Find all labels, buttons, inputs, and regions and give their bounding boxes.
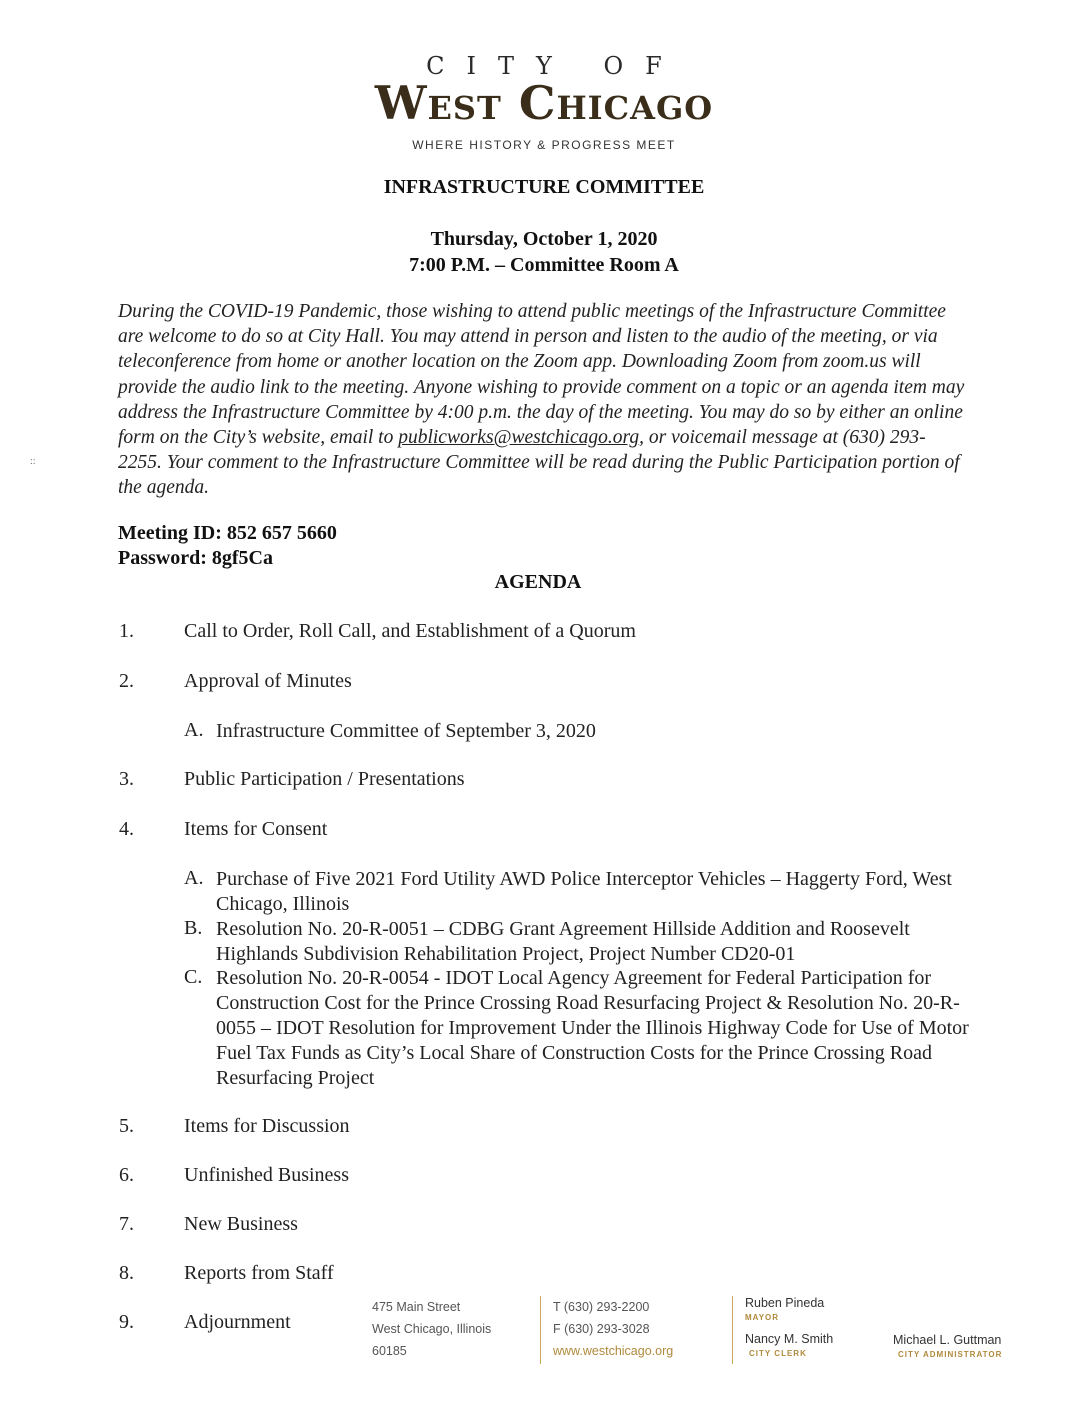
agenda-item-label: Items for Discussion — [184, 1115, 350, 1137]
sub-item-letter: A. — [184, 867, 204, 889]
mayor-name: Ruben Pineda — [745, 1296, 825, 1310]
meeting-date: Thursday, October 1, 2020 — [430, 228, 658, 250]
footer-zip: 60185 — [372, 1344, 407, 1358]
agenda-item-label: Unfinished Business — [184, 1164, 349, 1186]
footer-phone: T (630) 293-2200 — [553, 1300, 650, 1314]
email-link[interactable]: publicworks@westchicago.org — [398, 427, 640, 449]
agenda-item-number: 7. — [119, 1213, 134, 1235]
sub-item-text: Infrastructure Committee of September 3, 2020 — [216, 720, 596, 742]
agenda-item-number: 4. — [119, 818, 134, 840]
logo-city-of: CITY OF — [426, 52, 684, 80]
administrator-role: CITY ADMINISTRATOR — [898, 1350, 1003, 1359]
scan-mark: :: — [30, 456, 36, 467]
sub-item-text: Resolution No. 20-R-0054 - IDOT Local Agency Agreement for Federal Participation for Construction Cost for the Prince Crossing Road Resurfacing Project & Resolution No. 20-R-0055 – IDOT Resolution for Improvement Under the Illinois Highway Code for Use of Motor Fuel Tax Funds as City’s Local Share of Construction Costs for the Prince Crossing Road Resurfacing Project — [216, 967, 969, 1089]
meeting-time-place: 7:00 P.M. – Committee Room A — [409, 254, 679, 276]
agenda-item-number: 5. — [119, 1115, 134, 1137]
logo-west-chicago: West Chicago — [374, 76, 714, 130]
agenda-item-number: 6. — [119, 1164, 134, 1186]
footer-divider — [732, 1296, 733, 1364]
agenda-item-label: Approval of Minutes — [184, 670, 352, 692]
footer-address — [372, 1296, 491, 1362]
sub-item-letter: C. — [184, 966, 203, 988]
administrator-name: Michael L. Guttman — [893, 1333, 1002, 1347]
footer-website-link[interactable]: www.westchicago.org — [553, 1344, 674, 1358]
agenda-item-label: Public Participation / Presentations — [184, 768, 465, 790]
agenda-heading: AGENDA — [494, 571, 582, 593]
footer-city: West Chicago, Illinois — [372, 1322, 492, 1336]
footer-fax: F (630) 293-3028 — [553, 1322, 650, 1336]
notice-text-after: , or voicemail message at (630) 293-2255. Your comment to the Infrastructure Committee will be read during the Public Participation portion of the agenda. — [118, 427, 960, 499]
agenda-item-number: 9. — [119, 1311, 134, 1333]
sub-item-text: Resolution No. 20-R-0051 – CDBG Grant Agreement Hillside Addition and Roosevelt Highlands Subdivision Rehabilitation Project, Project Number CD20-01 — [216, 918, 910, 965]
agenda-item-label: Adjournment — [184, 1311, 291, 1333]
mayor-role: MAYOR — [745, 1313, 780, 1322]
sub-item-text: Purchase of Five 2021 Ford Utility AWD Police Interceptor Vehicles – Haggerty Ford, West Chicago, Illinois — [216, 868, 952, 915]
agenda-item-label: New Business — [184, 1213, 298, 1235]
footer-divider — [540, 1296, 541, 1364]
agenda-item-label: Items for Consent — [184, 818, 328, 840]
agenda-item-number: 3. — [119, 768, 134, 790]
meeting-id: Meeting ID: 852 657 5660 — [118, 522, 337, 544]
footer-street: 475 Main Street — [372, 1300, 461, 1314]
tagline: WHERE HISTORY & PROGRESS MEET — [412, 138, 676, 152]
agenda-item-label: Call to Order, Roll Call, and Establishment of a Quorum — [184, 620, 636, 642]
meeting-password: Password: 8gf5Ca — [118, 547, 273, 569]
agenda-item-label: Reports from Staff — [184, 1262, 334, 1284]
sub-item-letter: A. — [184, 719, 204, 741]
notice-text-before: During the COVID-19 Pandemic, those wishing to attend public meetings of the Infrastructure Committee are welcome to do so at City Hall. You may attend in person and listen to the audio of the meeting, or via teleconference from home or another location on the Zoom app. Downloading Zoom from zoom.us will provide the audio link to the meeting. Anyone wishing to provide comment on a topic or an agenda item may address the Infrastructure Committee by 4:00 p.m. the day of the meeting. You may do so by either an online form on the City’s website, email to — [118, 301, 965, 449]
agenda-item-number: 2. — [119, 670, 134, 692]
sub-item-letter: B. — [184, 917, 203, 939]
committee-title: INFRASTRUCTURE COMMITTEE — [383, 176, 705, 198]
agenda-item-number: 8. — [119, 1262, 134, 1284]
clerk-name: Nancy M. Smith — [745, 1332, 834, 1346]
agenda-item-number: 1. — [119, 620, 134, 642]
footer-contact — [553, 1296, 673, 1362]
covid-notice — [118, 299, 968, 501]
clerk-role: CITY CLERK — [749, 1349, 807, 1358]
